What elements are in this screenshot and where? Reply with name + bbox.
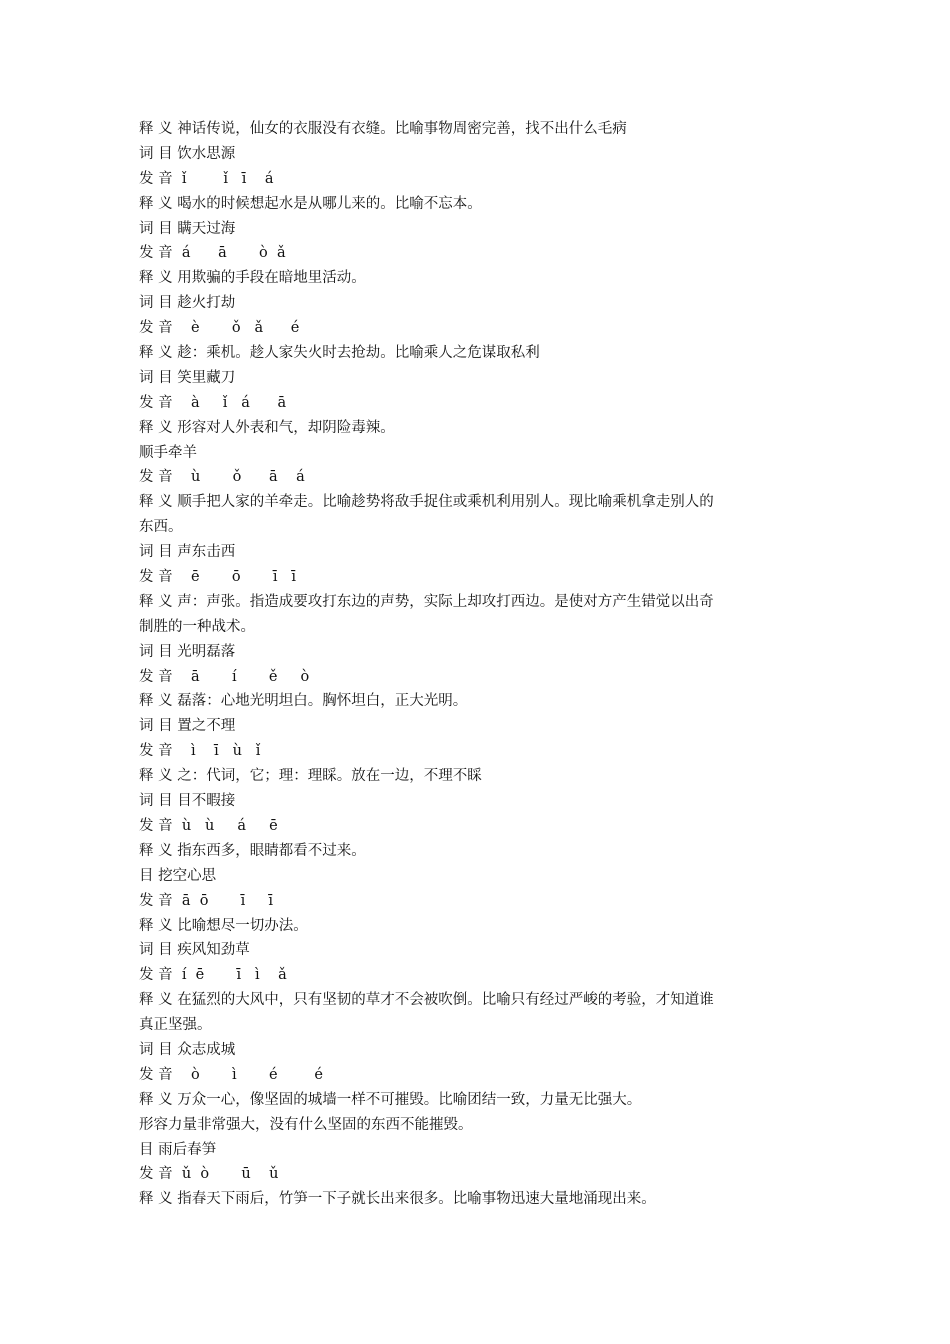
text-line: 释 义 比喻想尽一切办法。 [139, 917, 308, 934]
text-line: 释 义 趁：乘机。趁人家失火时去抢劫。比喻乘人之危谋取私利 [139, 345, 540, 362]
text-line: 词 目 众志成城 [139, 1041, 236, 1058]
text-line: 释 义 磊落：心地光明坦白。胸怀坦白，正大光明。 [139, 693, 468, 710]
text-line: 制胜的一种战术。 [139, 618, 255, 635]
text-line: 词 目 饮水思源 [139, 145, 236, 162]
text-line: 目 雨后春笋 [139, 1141, 217, 1158]
text-line: 发 音 ǔ ò ū ǔ [139, 1166, 279, 1183]
text-line: 发 音 ā í ě ò [139, 668, 310, 685]
text-line: 释 义 形容对人外表和气，却阴险毒辣。 [139, 419, 395, 436]
text-line: 词 目 置之不理 [139, 718, 236, 735]
text-line: 发 音 ē ō ī ī [139, 569, 296, 586]
text-line: 发 音 ǐ ǐ ī á [139, 170, 274, 187]
text-line: 目 挖空心思 [139, 867, 217, 884]
text-line: 释 义 喝水的时候想起水是从哪儿来的。比喻不忘本。 [139, 195, 482, 212]
text-line: 词 目 目不暇接 [139, 793, 236, 810]
text-line: 发 音 ì ī ù ǐ [139, 743, 261, 760]
text-line: 释 义 在猛烈的大风中，只有坚韧的草才不会被吹倒。比喻只有经过严峻的考验，才知道谁 [139, 992, 714, 1009]
text-line: 形容力量非常强大，没有什么坚固的东西不能摧毁。 [139, 1116, 473, 1133]
text-line: 词 目 趁火打劫 [139, 295, 236, 312]
text-line: 发 音 ò ì é é [139, 1066, 323, 1083]
idiom-entries [139, 117, 819, 1212]
text-line: 释 义 指春天下雨后，竹笋一下子就长出来很多。比喻事物迅速大量地涌现出来。 [139, 1191, 656, 1208]
text-line: 顺手牵羊 [139, 444, 197, 461]
text-line: 词 目 声东击西 [139, 544, 236, 561]
text-line: 发 音 ù ǒ ā á [139, 469, 305, 486]
text-line: 发 音 à ǐ á ā [139, 394, 287, 411]
text-line: 释 义 声：声张。指造成要攻打东边的声势，实际上却攻打西边。是使对方产生错觉以出奇 [139, 593, 714, 610]
text-line: 词 目 光明磊落 [139, 643, 236, 660]
text-line: 释 义 万众一心，像坚固的城墙一样不可摧毁。比喻团结一致，力量无比强大。 [139, 1091, 642, 1108]
text-line: 发 音 è ǒ ǎ é [139, 320, 300, 337]
text-line: 发 音 á ā ò ǎ [139, 245, 286, 262]
text-line: 释 义 神话传说，仙女的衣服没有衣缝。比喻事物周密完善，找不出什么毛病 [139, 121, 627, 137]
text-line: 释 义 用欺骗的手段在暗地里活动。 [139, 270, 366, 287]
text-line: 发 音 ā ō ī ī [139, 892, 274, 909]
text-line: 真正坚强。 [139, 1017, 212, 1034]
text-line: 词 目 瞒天过海 [139, 220, 236, 237]
text-line: 东西。 [139, 519, 183, 536]
text-line: 词 目 笑里藏刀 [139, 369, 236, 386]
text-line: 释 义 顺手把人家的羊牵走。比喻趁势将敌手捉住或乘机利用别人。现比喻乘机拿走别人的 [139, 494, 714, 511]
text-line: 释 义 指东西多，眼睛都看不过来。 [139, 842, 366, 859]
text-line: 发 音 ù ù á ē [139, 817, 278, 834]
text-line: 释 义 之：代词，它；理：理睬。放在一边，不理不睬 [139, 768, 482, 785]
text-line: 发 音 í ē ī ì ǎ [139, 967, 287, 984]
text-line: 词 目 疾风知劲草 [139, 942, 250, 959]
